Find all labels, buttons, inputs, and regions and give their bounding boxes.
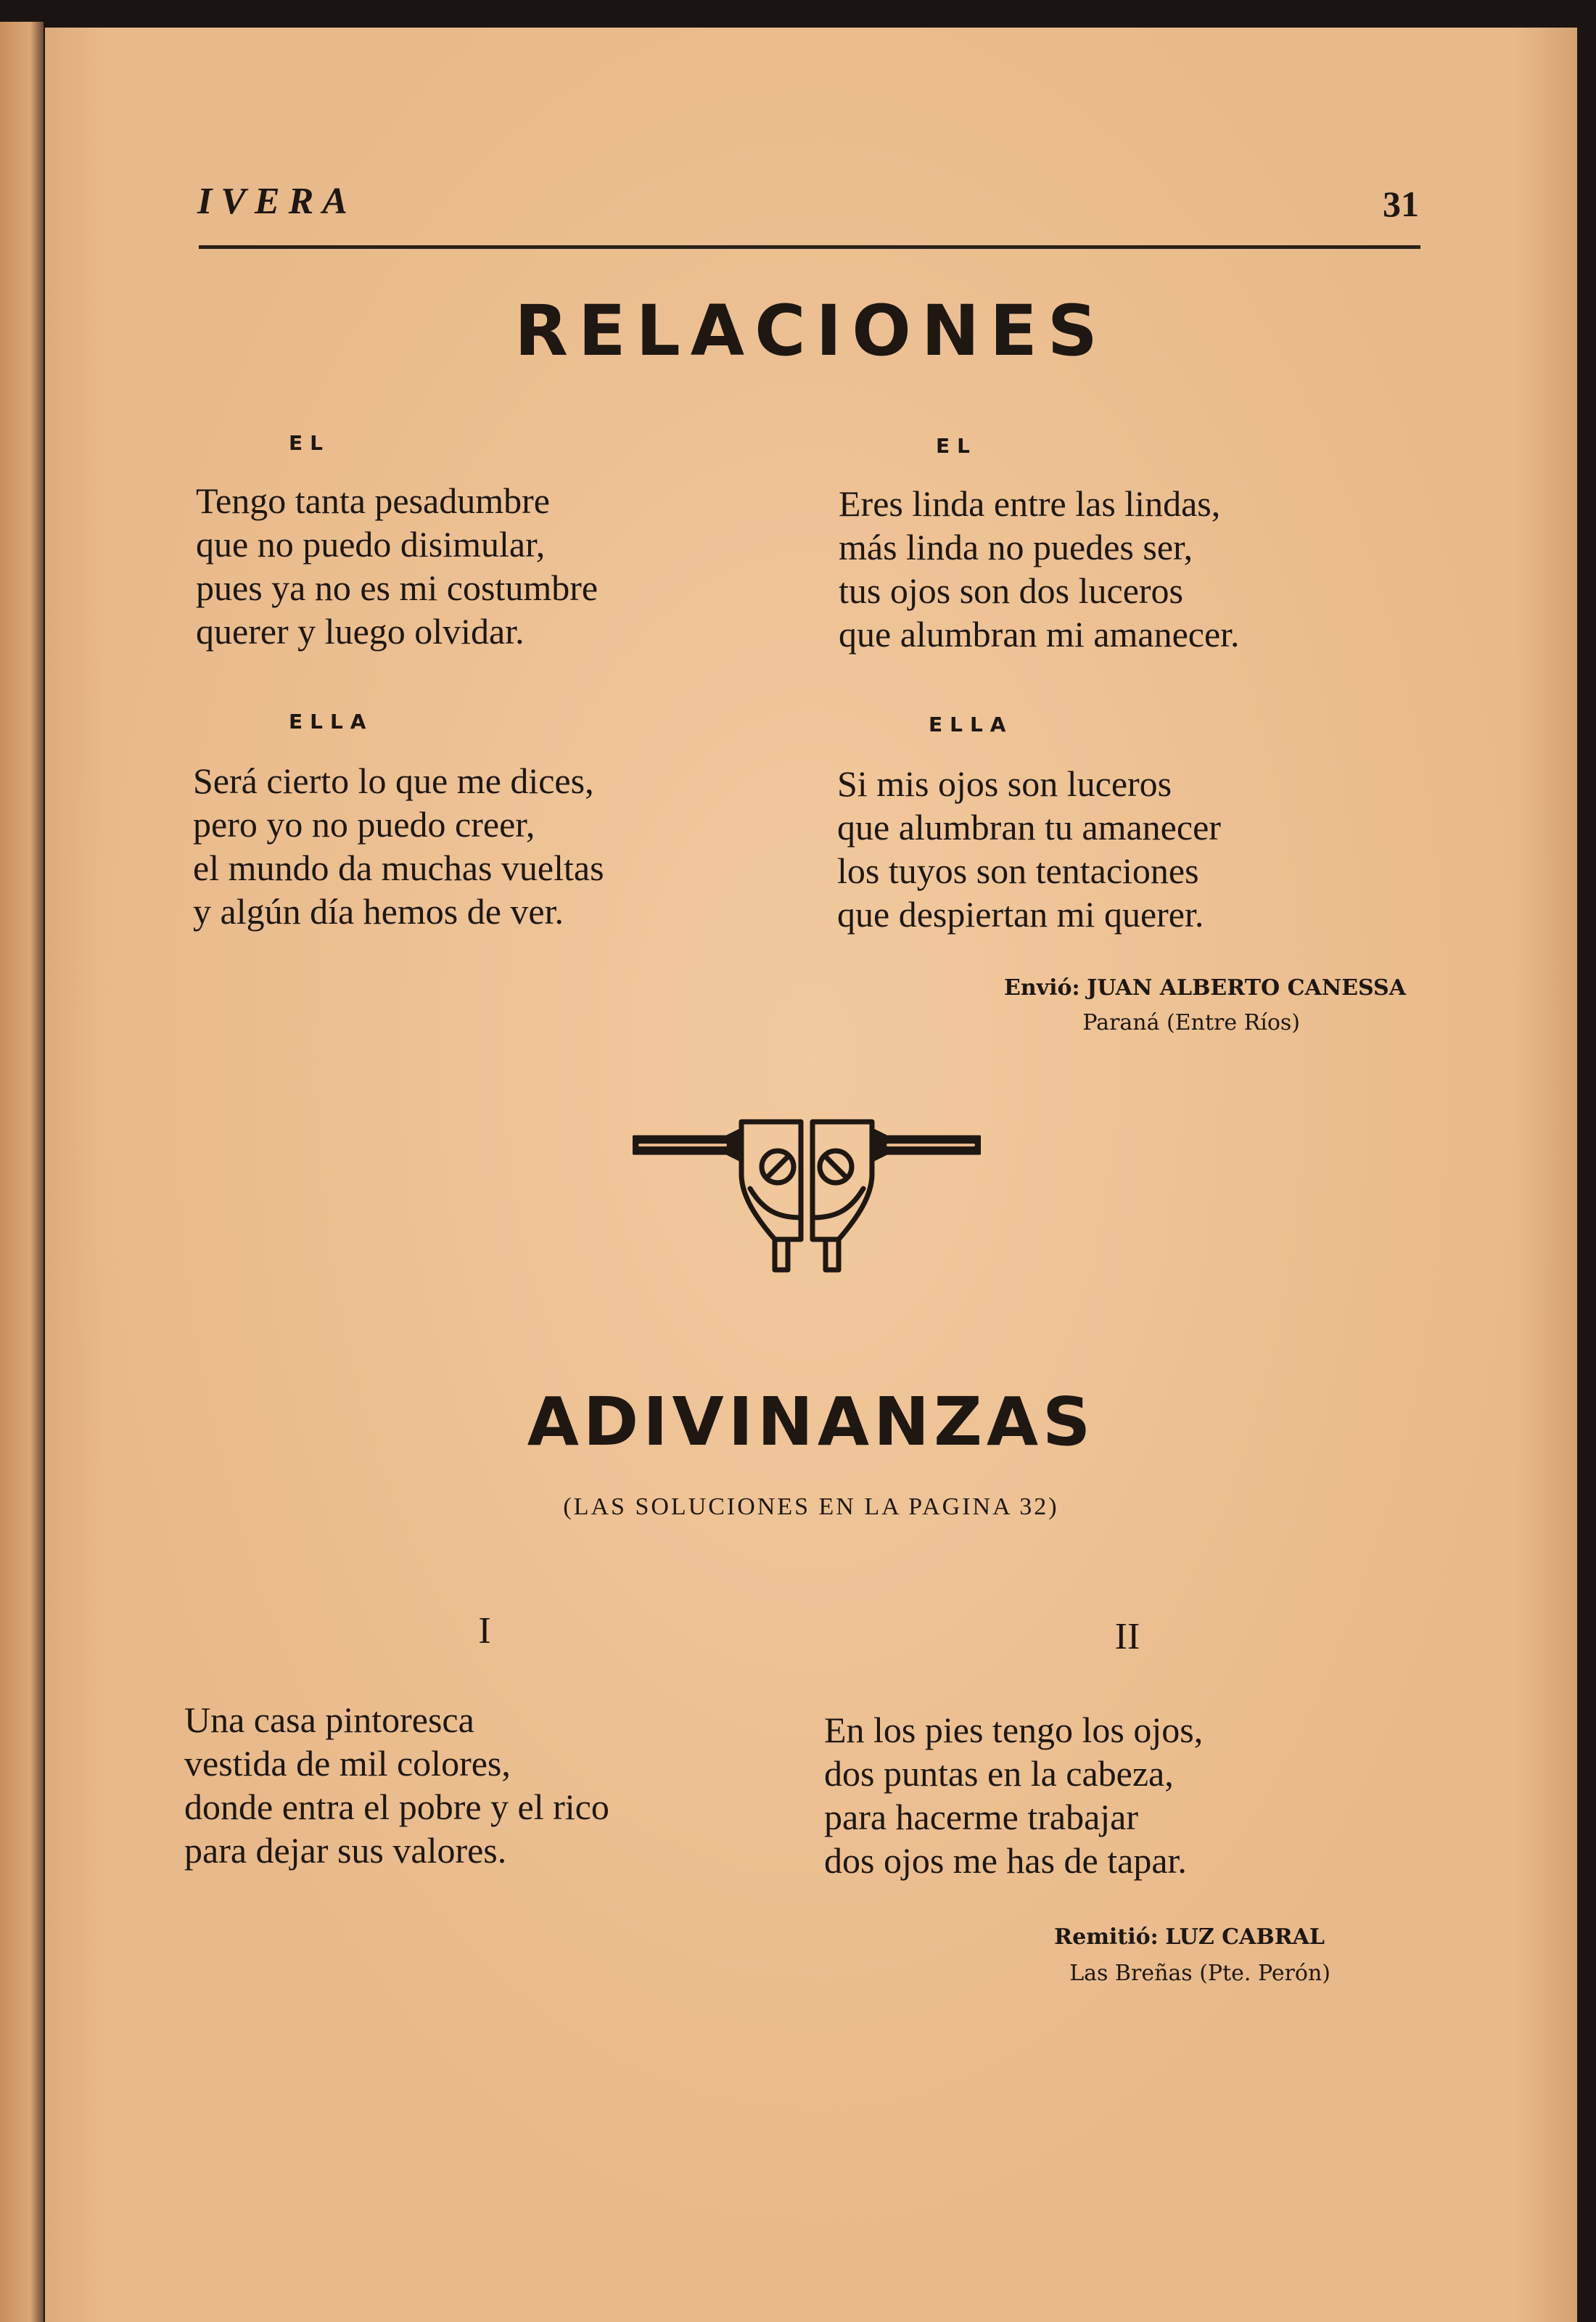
credit-label: Envió: [1003, 975, 1080, 1001]
header-rule [199, 245, 1420, 249]
running-title: IVERA [197, 181, 356, 222]
credit-label: Remitió: [1054, 1924, 1159, 1950]
stanza: Eres linda entre las lindas, más linda no puedes ser, tus ojos son dos luceros que alumbran mi amanecer. [839, 483, 1240, 655]
speaker-label: ELLA [289, 710, 374, 734]
adivinanzas-title: ADIVINANZAS [527, 1383, 1095, 1461]
magazine-page [45, 28, 1577, 2322]
relaciones-credit [1004, 975, 1406, 1001]
page-number: 31 [1383, 184, 1419, 224]
stanza: Será cierto lo que me dices, pero yo no puedo creer, el mundo da muchas vueltas y algún día hemos de ver. [193, 760, 604, 932]
credit-place: Las Breñas (Pte. Perón) [1069, 1961, 1330, 1986]
riddle-text: En los pies tengo los ojos, dos puntas en la cabeza, para hacerme trabajar dos ojos me has de tapar. [824, 1710, 1204, 1881]
scissors-ornament-icon [633, 1109, 981, 1276]
relaciones-title: RELACIONES [514, 290, 1108, 372]
adivinanzas-credit [1054, 1924, 1325, 1950]
riddle-numeral: II [1114, 1616, 1140, 1657]
stanza: Tengo tanta pesadumbre que no puedo disimular, pues ya no es mi costumbre querer y luego olvidar. [196, 480, 598, 652]
credit-name: LUZ CABRAL [1165, 1924, 1325, 1950]
speaker-label: EL [936, 434, 977, 458]
credit-place: Paraná (Entre Ríos) [1082, 1010, 1300, 1035]
credit-name: JUAN ALBERTO CANESSA [1087, 975, 1406, 1001]
speaker-label: ELLA [929, 713, 1013, 737]
speaker-label: EL [289, 431, 330, 455]
stanza: Si mis ojos son luceros que alumbran tu amanecer los tuyos son tentaciones que despiertan mi querer. [837, 763, 1221, 935]
riddle-text: Una casa pintoresca vestida de mil colores, donde entra el pobre y el rico para dejar sus valores. [184, 1699, 609, 1871]
riddle-numeral: I [478, 1610, 491, 1652]
adivinanzas-subtitle: (LAS SOLUCIONES EN LA PAGINA 32) [563, 1493, 1059, 1520]
previous-page-edge [0, 22, 44, 2322]
